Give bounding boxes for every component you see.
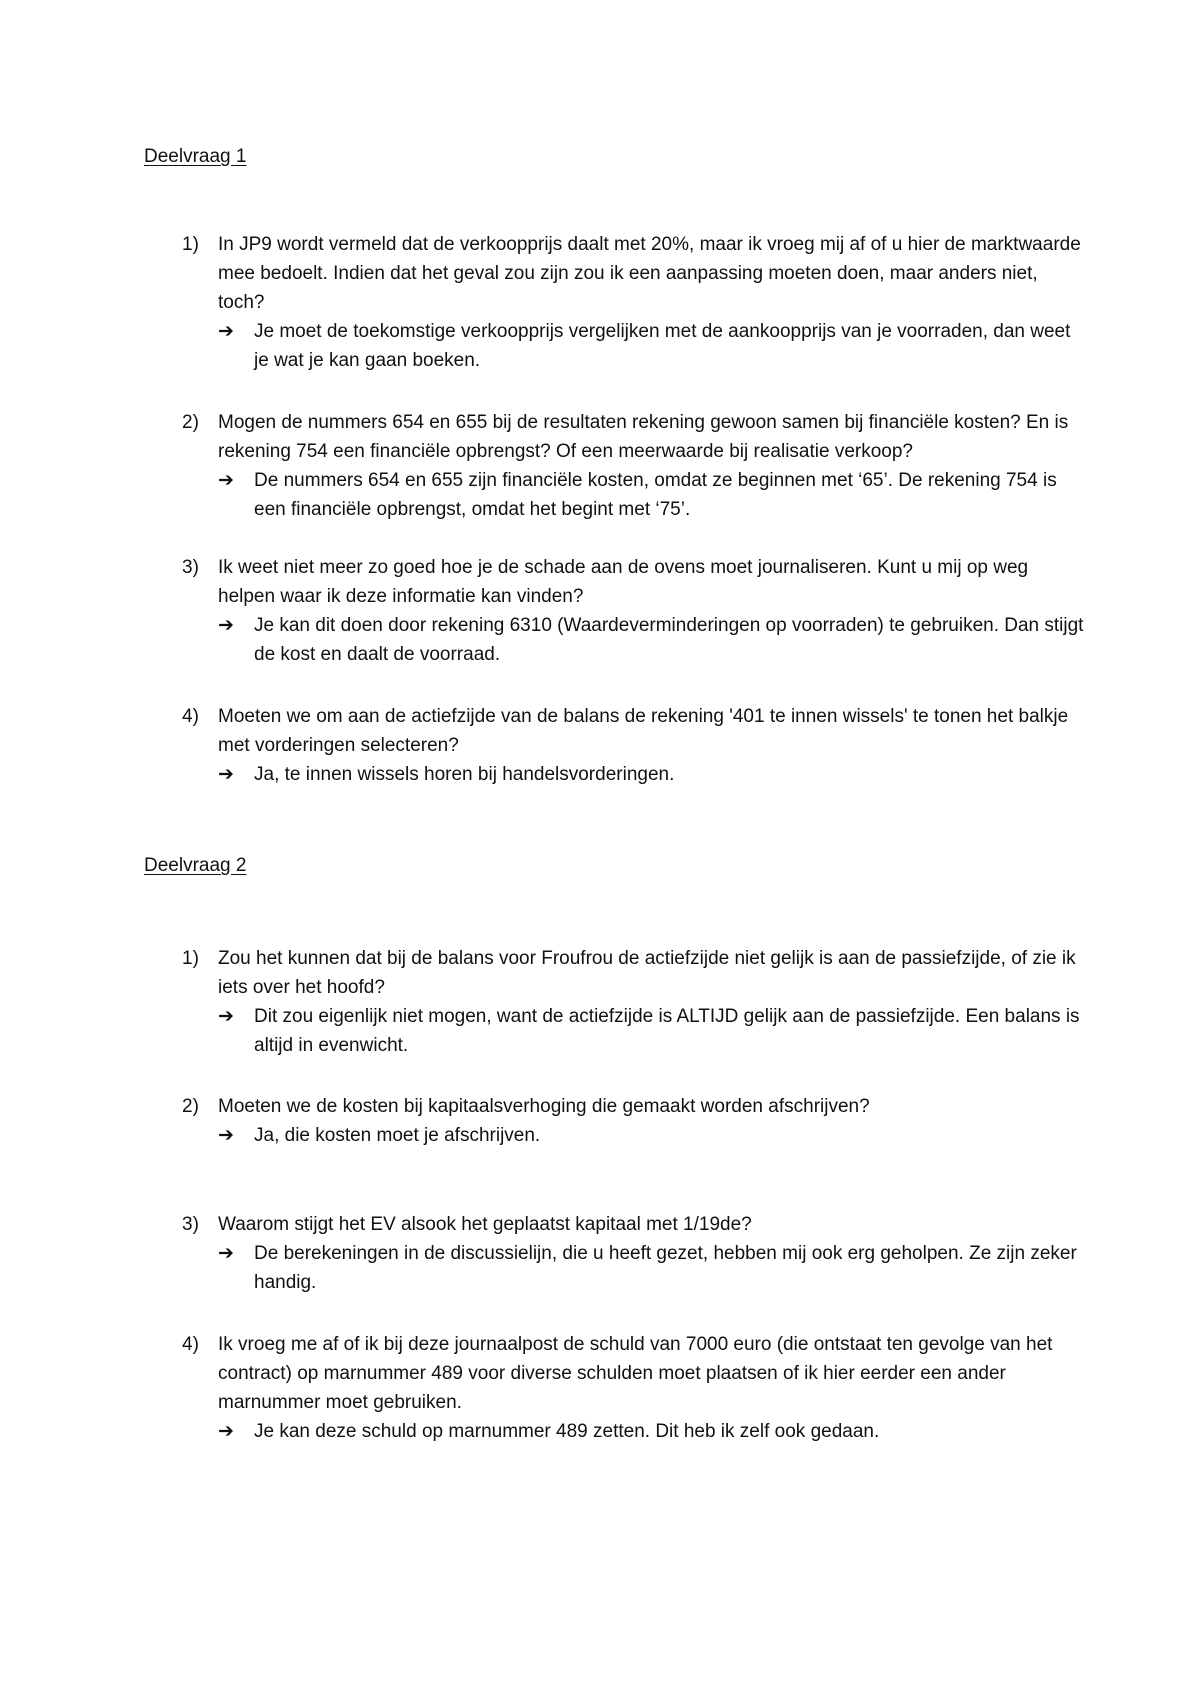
answer-text: De berekeningen in de discussielijn, die u heeft gezet, hebben mij ook erg geholpen. Ze zijn zeker handig.: [254, 1243, 1077, 1293]
question-number: 1): [182, 234, 199, 255]
question-text: Moeten we de kosten bij kapitaalsverhoging die gemaakt worden afschrijven?: [218, 1096, 870, 1117]
question-item: [182, 408, 1082, 524]
section-heading-deelvraag-2: Deelvraag 2: [144, 855, 247, 876]
question-text: Moeten we om aan de actiefzijde van de balans de rekening '401 te innen wissels' te tonen het balkje met vorderingen selecteren?: [218, 706, 1069, 756]
answer-line: [218, 317, 1088, 375]
answer-text: Ja, die kosten moet je afschrijven.: [254, 1125, 541, 1146]
question-item: [182, 1330, 1082, 1446]
answer-text: De nummers 654 en 655 zijn financiële kosten, omdat ze beginnen met ‘65’. De rekening 754 is een financiële opbrengst, omdat het begint met ‘75’.: [254, 470, 1057, 520]
arrow-right-icon: ➔: [218, 320, 234, 342]
question-number: 4): [182, 706, 199, 727]
arrow-right-icon: ➔: [218, 1242, 234, 1264]
answer-line: [218, 1417, 1088, 1446]
question-number: 2): [182, 412, 199, 433]
answer-text: Je moet de toekomstige verkoopprijs vergelijken met de aankoopprijs van je voorraden, dan weet je wat je kan gaan boeken.: [254, 321, 1071, 371]
answer-text: Ja, te innen wissels horen bij handelsvorderingen.: [254, 764, 675, 785]
answer-text: Dit zou eigenlijk niet mogen, want de actiefzijde is ALTIJD gelijk aan de passiefzijde. Een balans is altijd in evenwicht.: [254, 1006, 1080, 1056]
question-item: [182, 230, 1082, 375]
question-text: Ik vroeg me af of ik bij deze journaalpost de schuld van 7000 euro (die ontstaat ten gevolge van het contract) op marnummer 489 voor diverse schulden moet plaatsen of ik hier eerder een ander marnummer moet gebruiken.: [218, 1334, 1053, 1413]
arrow-right-icon: ➔: [218, 1124, 234, 1146]
question-item: [182, 553, 1082, 669]
question-item: [182, 944, 1082, 1060]
arrow-right-icon: ➔: [218, 763, 234, 785]
question-item: [182, 1092, 1082, 1150]
question-number: 4): [182, 1334, 199, 1355]
question-number: 3): [182, 557, 199, 578]
question-text: Ik weet niet meer zo goed hoe je de schade aan de ovens moet journaliseren. Kunt u mij op weg helpen waar ik deze informatie kan vinden?: [218, 557, 1029, 607]
answer-line: [218, 760, 1088, 789]
answer-text: Je kan deze schuld op marnummer 489 zetten. Dit heb ik zelf ook gedaan.: [254, 1421, 880, 1442]
question-item: [182, 702, 1082, 789]
answer-line: [218, 1239, 1088, 1297]
question-item: [182, 1210, 1082, 1297]
answer-line: [218, 611, 1088, 669]
answer-text: Je kan dit doen door rekening 6310 (Waardeverminderingen op voorraden) te gebruiken. Dan stijgt de kost en daalt de voorraad.: [254, 615, 1084, 665]
answer-line: [218, 466, 1088, 524]
question-text: Mogen de nummers 654 en 655 bij de resultaten rekening gewoon samen bij financiële kosten? En is rekening 754 een financiële opbrengst? Of een meerwaarde bij realisatie verkoop?: [218, 412, 1069, 462]
question-number: 1): [182, 948, 199, 969]
section-heading-deelvraag-1: Deelvraag 1: [144, 146, 247, 167]
question-number: 3): [182, 1214, 199, 1235]
arrow-right-icon: ➔: [218, 1420, 234, 1442]
arrow-right-icon: ➔: [218, 469, 234, 491]
arrow-right-icon: ➔: [218, 1005, 234, 1027]
arrow-right-icon: ➔: [218, 614, 234, 636]
question-text: Zou het kunnen dat bij de balans voor Froufrou de actiefzijde niet gelijk is aan de passiefzijde, of zie ik iets over het hoofd?: [218, 948, 1076, 998]
answer-line: [218, 1121, 1088, 1150]
question-text: Waarom stijgt het EV alsook het geplaatst kapitaal met 1/19de?: [218, 1214, 752, 1235]
question-number: 2): [182, 1096, 199, 1117]
question-text: In JP9 wordt vermeld dat de verkoopprijs daalt met 20%, maar ik vroeg mij af of u hier de marktwaarde mee bedoelt. Indien dat het geval zou zijn zou ik een aanpassing moeten doen, maar anders niet, toch?: [218, 234, 1081, 313]
answer-line: [218, 1002, 1088, 1060]
